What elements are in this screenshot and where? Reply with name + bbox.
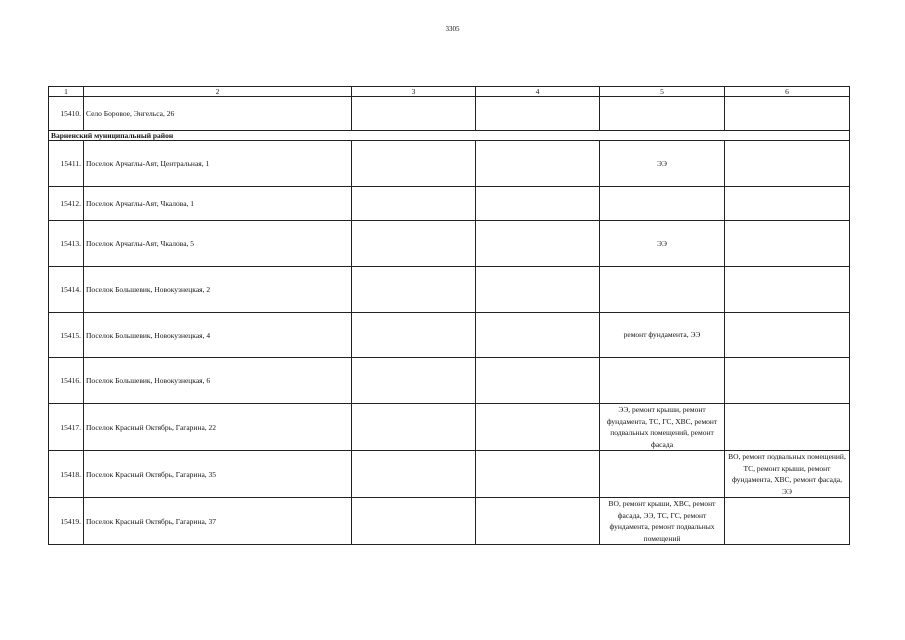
table-row (49, 451, 850, 498)
cell-col5: ЭЭ, ремонт крыши, ремонт фундамента, ТС, ГС, ХВС, ремонт подвальных помещений, ремонт фасада (600, 404, 725, 451)
cell-col4 (476, 404, 600, 451)
row-number: 15419. (49, 498, 84, 545)
table-row (49, 141, 850, 187)
cell-col3 (352, 404, 476, 451)
cell-col6 (725, 97, 850, 131)
cell-col4 (476, 498, 600, 545)
address-cell: Поселок Красный Октябрь, Гагарина, 35 (84, 451, 352, 498)
cell-col3 (352, 358, 476, 404)
table-row (49, 404, 850, 451)
address-cell: Поселок Большевик, Новокузнецкая, 6 (84, 358, 352, 404)
cell-col5 (600, 358, 725, 404)
cell-col6: ВО, ремонт подвальных помещений, ТС, ремонт крыши, ремонт фундамента, ХВС, ремонт фасада, ЭЭ (725, 451, 850, 498)
table-row (49, 498, 850, 545)
address-cell: Поселок Арчаглы-Аят, Чкалова, 5 (84, 221, 352, 267)
header-row (49, 87, 850, 97)
cell-col3 (352, 97, 476, 131)
column-header: 4 (476, 87, 600, 97)
cell-col6 (725, 498, 850, 545)
cell-col3 (352, 267, 476, 313)
cell-col3 (352, 221, 476, 267)
table-row (49, 358, 850, 404)
cell-col3 (352, 141, 476, 187)
cell-col5 (600, 451, 725, 498)
row-number: 15412. (49, 187, 84, 221)
cell-col3 (352, 313, 476, 358)
address-cell: Поселок Красный Октябрь, Гагарина, 37 (84, 498, 352, 545)
row-number: 15418. (49, 451, 84, 498)
row-number: 15414. (49, 267, 84, 313)
cell-col6 (725, 267, 850, 313)
cell-col5 (600, 187, 725, 221)
table-row (49, 313, 850, 358)
row-number: 15411. (49, 141, 84, 187)
cell-col5: ремонт фундамента, ЭЭ (600, 313, 725, 358)
address-cell: Поселок Большевик, Новокузнецкая, 2 (84, 267, 352, 313)
address-cell: Село Боровое, Энгельса, 26 (84, 97, 352, 131)
cell-col4 (476, 313, 600, 358)
address-cell: Поселок Арчаглы-Аят, Центральная, 1 (84, 141, 352, 187)
column-header: 2 (84, 87, 352, 97)
section-title: Варненский муниципальный район (49, 131, 850, 141)
cell-col3 (352, 187, 476, 221)
cell-col5 (600, 97, 725, 131)
cell-col3 (352, 451, 476, 498)
cell-col3 (352, 498, 476, 545)
section-row (49, 131, 850, 141)
cell-col5 (600, 267, 725, 313)
cell-col4 (476, 187, 600, 221)
column-header: 6 (725, 87, 850, 97)
data-table (48, 86, 850, 545)
cell-col6 (725, 221, 850, 267)
cell-col5: ЭЭ (600, 221, 725, 267)
address-cell: Поселок Арчаглы-Аят, Чкалова, 1 (84, 187, 352, 221)
cell-col4 (476, 141, 600, 187)
cell-col4 (476, 267, 600, 313)
address-cell: Поселок Красный Октябрь, Гагарина, 22 (84, 404, 352, 451)
cell-col6 (725, 313, 850, 358)
cell-col5: ЭЭ (600, 141, 725, 187)
table-row (49, 187, 850, 221)
address-cell: Поселок Большевик, Новокузнецкая, 4 (84, 313, 352, 358)
table-row (49, 221, 850, 267)
column-header: 3 (352, 87, 476, 97)
cell-col6 (725, 404, 850, 451)
row-number: 15410. (49, 97, 84, 131)
row-number: 15416. (49, 358, 84, 404)
cell-col4 (476, 358, 600, 404)
cell-col6 (725, 358, 850, 404)
row-number: 15413. (49, 221, 84, 267)
cell-col4 (476, 221, 600, 267)
row-number: 15417. (49, 404, 84, 451)
table-row (49, 97, 850, 131)
cell-col4 (476, 451, 600, 498)
cell-col6 (725, 187, 850, 221)
cell-col6 (725, 141, 850, 187)
row-number: 15415. (49, 313, 84, 358)
cell-col4 (476, 97, 600, 131)
table-row (49, 267, 850, 313)
column-header: 1 (49, 87, 84, 97)
page-number: 3305 (445, 25, 460, 33)
column-header: 5 (600, 87, 725, 97)
cell-col5: ВО, ремонт крыши, ХВС, ремонт фасада, ЭЭ, ТС, ГС, ремонт фундамента, ремонт подвальных помещений (600, 498, 725, 545)
